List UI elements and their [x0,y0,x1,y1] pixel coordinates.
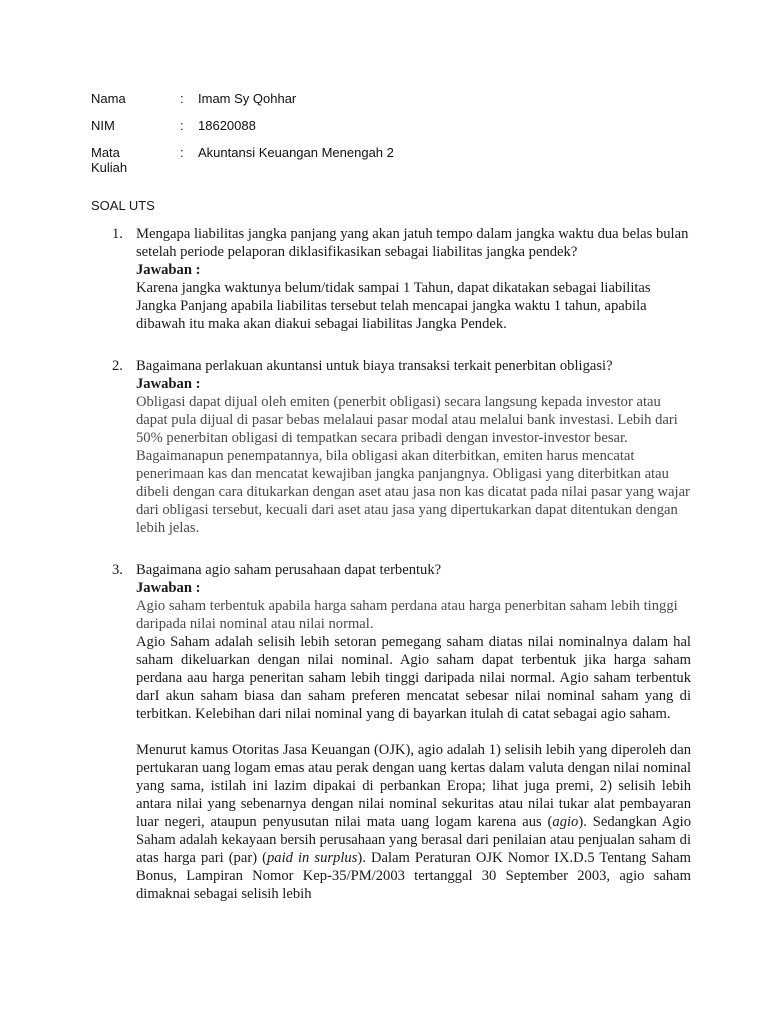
info-label: Mata Kuliah [91,145,128,175]
info-value: 18620088 [198,118,256,133]
section-title: SOAL UTS [91,198,155,213]
paragraph-text: ). Sedangkan Agio Saham adalah kekayaan bersih perusahaan yang berasal dari penilaian atau penjualan saham di atas harga pari (par) ( [136,814,691,866]
question-list [91,225,691,903]
italic-term: agio [552,814,579,830]
info-value: Imam Sy Qohhar [198,91,297,106]
question-text: Bagaimana perlakuan akuntansi untuk biaya transaksi terkait penerbitan obligasi? [136,358,613,374]
question-text: Bagaimana agio saham perusahaan dapat terbentuk? [136,562,442,578]
answer-label: Jawaban : [136,262,201,278]
question-number: 3. [112,562,123,578]
paragraph-text: Menurut kamus Otoritas Jasa Keuangan (OJK), agio adalah 1) selisih lebih yang diperoleh dan pertukaran uang logam emas atau perak dengan uang kertas dalam valuta dengan nilai nominal yang sama, istilah ini lazim dipakai di perbankan Eropa; lihat juga premi, 2) selisih lebih antara nilai yang sebenarnya dengan nilai nominal sekuritas atau nilai tukar alat pembayaran luar negeri, ataupun penyusutan nilai mata uang logam karena aus ( [136,742,691,830]
italic-term: paid in surplus [266,850,358,866]
answer-text: Karena jangka waktunya belum/tidak sampai 1 Tahun, dapat dikatakan sebagai liabilitas Jangka Panjang apabila liabilitas tersebut telah mencapai jangka waktu 1 tahun, apabila dibawah itu maka akan diakui sebagai liabilitas Jangka Pendek. [136,280,651,332]
info-label: NIM [91,118,115,133]
question-item [91,357,691,537]
answer-text: Obligasi dapat dijual oleh emiten (penerbit obligasi) secara langsung kepada investor atau dapat pula dijual di pasar bebas melalaui pasar modal atau melalui bank investasi. Lebih dari 50% penerbitan obligasi di tempatkan secara pribadi dengan investor-investor besar. Bagaimanapun penempatannya, bila obligasi akan diterbitkan, emiten harus mencatat penerimaan kas dan mencatat kewajiban jangka panjangnya. Obligasi yang diterbitkan atau dibeli dengan cara ditukarkan dengan aset atau jasa non kas dicatat pada nilai pasar yang wajar dari obligasi tersebut, kecuali dari aset atau jasa yang dipertukarkan dapat ditentukan dengan lebih jelas. [136,394,690,536]
question-number: 1. [112,226,123,242]
answer-paragraph [136,741,691,903]
question-item [91,561,691,903]
info-label: Nama [91,91,126,106]
info-colon: : [180,118,184,133]
answer-paragraph: Agio Saham adalah selisih lebih setoran pemegang saham diatas nilai nominalnya dalam hal saham dikeluarkan dengan nilai nominal. Agio saham dapat terbentuk jika harga saham perdana aau harga peneritan saham lebih tinggi daripada nilai normal. Agio saham terbentuk darI akun saham biasa dan saham preferen mencatat sebesar nilai nominal saham yang di terbitkan. Kelebihan dari nilai nominal yang di bayarkan itulah di catat sebagai agio saham. [136,634,691,722]
paragraph-text: ). Dalam Peraturan OJK Nomor IX.D.5 Tentang Saham Bonus, Lampiran Nomor Kep-35/PM/2003 tertanggal 30 September 2003, agio saham dimaknai sebagai selisih lebih [136,850,692,902]
answer-label: Jawaban : [136,376,201,392]
question-item [91,225,691,333]
info-colon: : [180,91,184,106]
question-text: Mengapa liabilitas jangka panjang yang akan jatuh tempo dalam jangka waktu dua belas bulan setelah periode pelaporan diklasifikasikan sebagai liabilitas jangka pendek? [136,226,689,260]
answer-intro: Agio saham terbentuk apabila harga saham perdana atau harga penerbitan saham lebih tinggi daripada nilai nominal atau nilai normal. [136,598,678,632]
info-colon: : [180,145,184,160]
question-number: 2. [112,358,123,374]
info-value: Akuntansi Keuangan Menengah 2 [198,145,394,160]
answer-label: Jawaban : [136,580,201,596]
